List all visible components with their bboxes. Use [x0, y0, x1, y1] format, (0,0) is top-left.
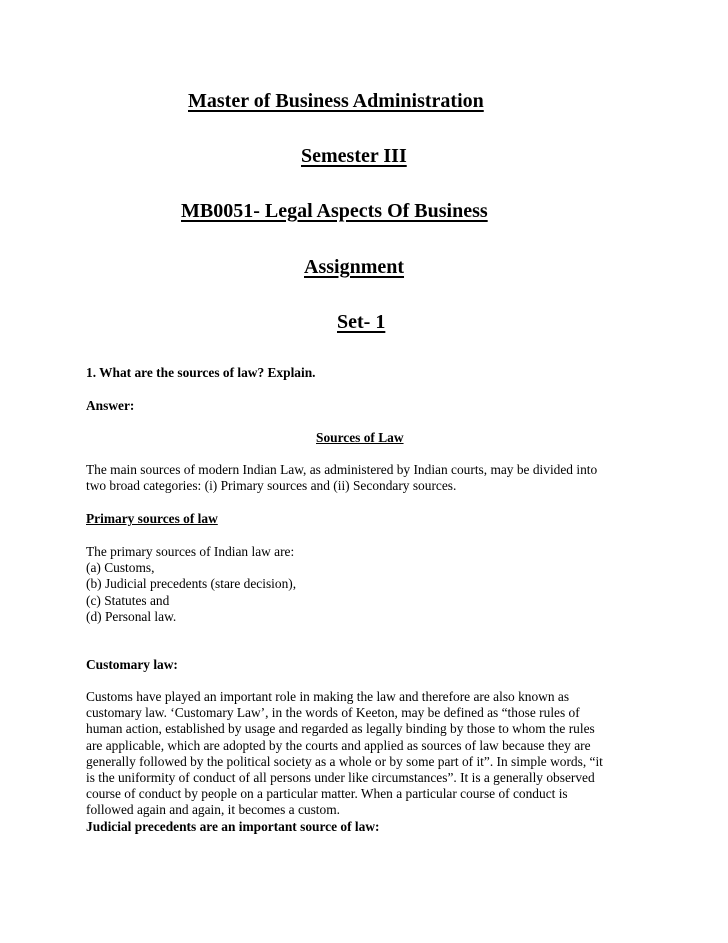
question-text: 1. What are the sources of law? Explain.	[86, 365, 316, 380]
judicial-precedents-heading: Judicial precedents are an important source of law:	[86, 819, 380, 834]
customary-law-paragraph	[86, 689, 671, 819]
paragraph-line: is the uniformity of conduct of all persons under like circumstances”. It is a generally observed	[86, 770, 595, 786]
set-title: Set- 1	[337, 311, 386, 333]
list-item: (c) Statutes and	[86, 592, 170, 608]
paragraph-line: Customs have played an important role in making the law and therefore are also known as	[86, 689, 570, 704]
intro-paragraph	[86, 462, 666, 494]
answer-label: Answer:	[86, 398, 135, 413]
semester-title: Semester III	[301, 145, 407, 167]
primary-sources-list	[86, 544, 666, 625]
course-title: MB0051- Legal Aspects Of Business	[181, 200, 488, 222]
paragraph-line: generally followed by the political society as a whole or by some part of it”. In simple words, “it	[86, 753, 603, 769]
intro-line: two broad categories: (i) Primary sources and (ii) Secondary sources.	[86, 478, 457, 494]
list-item: (b) Judicial precedents (stare decision),	[86, 576, 297, 592]
paragraph-line: followed again and again, it becomes a custom.	[86, 802, 340, 818]
paragraph-line: human action, established by usage and regarded as legally binding by those to whom the rules	[86, 721, 595, 737]
intro-line: The main sources of modern Indian Law, as administered by Indian courts, may be divided into	[86, 462, 598, 477]
assignment-title: Assignment	[304, 256, 405, 278]
section-title: Sources of Law	[316, 430, 404, 445]
primary-sources-heading: Primary sources of law	[86, 511, 218, 526]
paragraph-line: customary law. ‘Customary Law’, in the words of Keeton, may be defined as “those rules of	[86, 705, 580, 721]
list-item: (a) Customs,	[86, 560, 155, 576]
program-title: Master of Business Administration	[188, 90, 484, 112]
list-item: (d) Personal law.	[86, 608, 177, 624]
paragraph-line: are applicable, which are adopted by the courts and applied as sources of law because they are	[86, 737, 591, 753]
list-intro: The primary sources of Indian law are:	[86, 544, 295, 559]
customary-law-heading: Customary law:	[86, 657, 178, 672]
paragraph-line: course of conduct by people on a particular matter. When a particular course of conduct is	[86, 786, 568, 802]
